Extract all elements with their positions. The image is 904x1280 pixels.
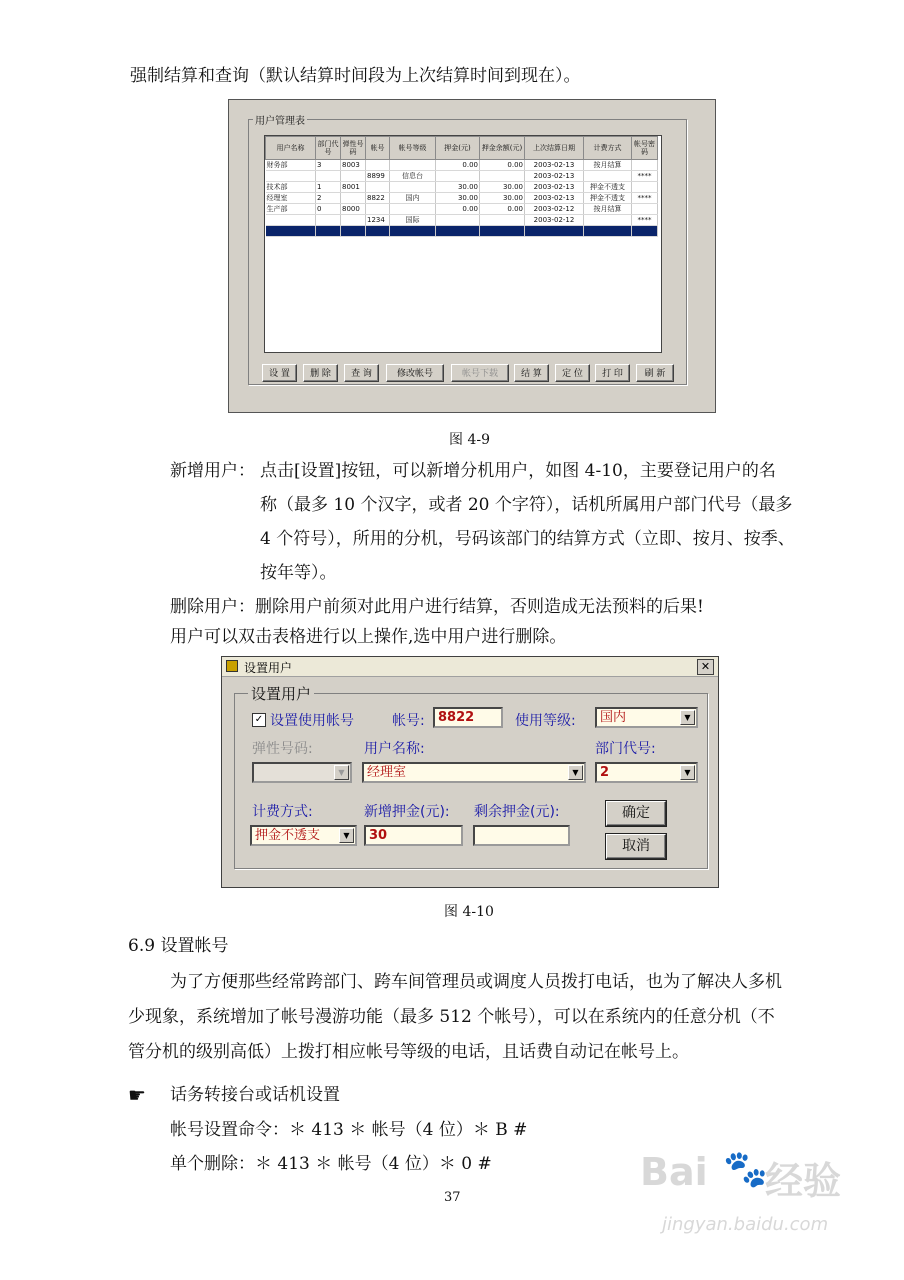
ok-button[interactable]: 确定: [606, 801, 666, 826]
dept-code-value: 2: [600, 765, 610, 780]
table-row[interactable]: [266, 160, 658, 171]
username-value: 经理室: [367, 765, 407, 780]
double-click-line: 用户可以双击表格进行以上操作,选中用户进行删除。: [170, 627, 567, 647]
table-cell[interactable]: 30.00: [436, 182, 480, 193]
table-cell[interactable]: 押金不透支: [584, 182, 632, 193]
frame-title: 设置用户: [248, 683, 314, 704]
user-table[interactable]: [264, 135, 662, 353]
table-cell[interactable]: [366, 226, 390, 237]
dept-code-label: 部门代号:: [595, 741, 656, 757]
bullet-title: 话务转接台或话机设置: [170, 1085, 340, 1105]
table-row[interactable]: [266, 171, 658, 182]
level-select[interactable]: [595, 707, 698, 728]
table-cell[interactable]: 信息台: [390, 171, 436, 182]
table-cell[interactable]: [366, 204, 390, 215]
column-header[interactable]: 弹性号码: [341, 137, 366, 160]
table-cell[interactable]: [436, 215, 480, 226]
delete-button[interactable]: 删 除: [303, 364, 338, 382]
chevron-down-icon[interactable]: ▼: [339, 828, 354, 843]
user-management-window: [228, 99, 716, 413]
set-button[interactable]: 设 置: [262, 364, 297, 382]
chevron-down-icon: ▼: [334, 765, 349, 780]
table-cell[interactable]: 国内: [390, 193, 436, 204]
use-account-checkbox[interactable]: ✓: [252, 713, 266, 727]
table-row[interactable]: [266, 204, 658, 215]
table-cell[interactable]: 0: [316, 204, 341, 215]
table-cell[interactable]: 2003-02-12: [525, 204, 584, 215]
print-button[interactable]: 打 印: [595, 364, 630, 382]
table-cell[interactable]: 按月结算: [584, 204, 632, 215]
column-header[interactable]: 帐号密码: [632, 137, 658, 160]
table-cell[interactable]: 30.00: [480, 193, 525, 204]
table-cell[interactable]: [480, 171, 525, 182]
table-cell[interactable]: [584, 171, 632, 182]
column-header[interactable]: 押金(元): [436, 137, 480, 160]
new-deposit-input[interactable]: 30: [364, 825, 463, 846]
table-header: [266, 137, 658, 160]
level-label: 使用等级:: [515, 713, 576, 729]
account-input[interactable]: 8822: [433, 707, 503, 728]
add-user-label: 新增用户：: [170, 461, 255, 481]
column-header[interactable]: 帐号等级: [390, 137, 436, 160]
add-user-line-3: 4 个符号），所用的分机，号码该部门的结算方式（立即、按月、按季、: [260, 529, 795, 549]
table-cell[interactable]: [390, 160, 436, 171]
table-cell[interactable]: [316, 171, 341, 182]
table-cell[interactable]: 按月结算: [584, 160, 632, 171]
add-user-line-1: 点击[设置]按钮，可以新增分机用户，如图 4-10，主要登记用户的名: [260, 461, 776, 481]
table-cell[interactable]: [525, 226, 584, 237]
table-cell[interactable]: [316, 226, 341, 237]
table-cell[interactable]: 技术部: [266, 182, 316, 193]
table-cell[interactable]: [632, 160, 658, 171]
billing-method-label: 计费方式:: [252, 804, 313, 820]
baidu-jingyan-watermark: [640, 1150, 890, 1250]
flex-number-label: 弹性号码:: [252, 741, 313, 757]
table-cell[interactable]: [341, 215, 366, 226]
table-cell[interactable]: 2003-02-12: [525, 215, 584, 226]
user-table-grid[interactable]: [265, 136, 658, 237]
app-icon: [226, 660, 238, 672]
table-cell[interactable]: [436, 226, 480, 237]
single-delete-command: 单个删除：＊ 413 ＊ 帐号（4 位）＊ 0 #: [170, 1154, 492, 1174]
section-heading: 6.9 设置帐号: [128, 936, 229, 956]
table-cell[interactable]: [341, 226, 366, 237]
close-icon[interactable]: ✕: [697, 659, 714, 675]
table-cell[interactable]: 8001: [341, 182, 366, 193]
column-header[interactable]: 上次结算日期: [525, 137, 584, 160]
pointing-hand-icon: ☛: [128, 1083, 146, 1107]
delete-user-line: 删除用户：删除用户前须对此用户进行结算，否则造成无法预料的后果!: [170, 597, 704, 617]
table-cell[interactable]: [632, 204, 658, 215]
paw-icon: 🐾: [723, 1149, 768, 1190]
table-cell[interactable]: 生产部: [266, 204, 316, 215]
table-cell[interactable]: ****: [632, 193, 658, 204]
cancel-button[interactable]: 取消: [606, 834, 666, 859]
account-label: 帐号:: [392, 713, 425, 729]
table-cell[interactable]: 0.00: [480, 160, 525, 171]
table-cell[interactable]: 2003-02-13: [525, 160, 584, 171]
add-user-line-4: 按年等）。: [260, 563, 337, 583]
settle-button[interactable]: 结 算: [514, 364, 549, 382]
table-cell[interactable]: [480, 215, 525, 226]
billing-method-value: 押金不透支: [255, 828, 321, 843]
section-para-line-1: 为了方便那些经常跨部门、跨车间管理员或调度人员拨打电话，也为了解决人多机: [170, 972, 782, 992]
remaining-deposit-label: 剩余押金(元):: [474, 804, 560, 820]
table-cell[interactable]: [390, 182, 436, 193]
table-cell[interactable]: 8822: [366, 193, 390, 204]
table-cell[interactable]: 30.00: [480, 182, 525, 193]
table-cell[interactable]: 30.00: [436, 193, 480, 204]
watermark-logo-left: Bai: [640, 1150, 708, 1194]
table-row[interactable]: [266, 182, 658, 193]
table-cell[interactable]: ****: [632, 215, 658, 226]
query-button[interactable]: 查 询: [344, 364, 379, 382]
table-cell[interactable]: [632, 226, 658, 237]
table-cell[interactable]: 3: [316, 160, 341, 171]
group-title: 用户管理表: [253, 112, 307, 127]
table-cell[interactable]: [584, 226, 632, 237]
section-para-line-3: 管分机的级别高低）上拨打相应帐号等级的电话，且话费自动记在帐号上。: [128, 1042, 689, 1062]
table-cell[interactable]: [266, 215, 316, 226]
chevron-down-icon[interactable]: ▼: [680, 765, 695, 780]
table-cell[interactable]: 1: [316, 182, 341, 193]
chevron-down-icon[interactable]: ▼: [568, 765, 583, 780]
table-cell[interactable]: 8003: [341, 160, 366, 171]
table-cell[interactable]: 2003-02-13: [525, 182, 584, 193]
column-header[interactable]: 部门代号: [316, 137, 341, 160]
figure-caption-4-10: 图 4-10: [444, 904, 494, 920]
dialog-title-bar: [222, 657, 718, 677]
new-deposit-label: 新增押金(元):: [364, 804, 450, 820]
flex-number-select: [252, 762, 352, 783]
page-number: 37: [444, 1190, 461, 1205]
column-header[interactable]: 押金余额(元): [480, 137, 525, 160]
table-cell[interactable]: 0.00: [436, 204, 480, 215]
table-cell[interactable]: 8000: [341, 204, 366, 215]
table-cell[interactable]: 财务部: [266, 160, 316, 171]
table-cell[interactable]: 0.00: [436, 160, 480, 171]
table-row[interactable]: [266, 215, 658, 226]
column-header[interactable]: 用户名称: [266, 137, 316, 160]
set-user-dialog: [221, 656, 719, 888]
use-account-label: 设置使用帐号: [270, 713, 354, 729]
level-value: 国内: [600, 710, 627, 725]
table-cell[interactable]: 2003-02-13: [525, 193, 584, 204]
billing-method-select[interactable]: [250, 825, 357, 846]
table-cell[interactable]: 押金不透支: [584, 193, 632, 204]
table-cell[interactable]: [341, 193, 366, 204]
intro-line: 强制结算和查询（默认结算时间段为上次结算时间到现在）。: [130, 66, 581, 86]
account-download-button[interactable]: 帐号下载: [451, 364, 509, 382]
refresh-button[interactable]: 刷 新: [636, 364, 674, 382]
username-select[interactable]: [362, 762, 586, 783]
column-header[interactable]: 帐号: [366, 137, 390, 160]
table-cell[interactable]: [341, 171, 366, 182]
table-cell[interactable]: 经理室: [266, 193, 316, 204]
username-label: 用户名称:: [364, 741, 425, 757]
figure-caption-4-9: 图 4-9: [449, 432, 490, 448]
add-user-line-2: 称（最多 10 个汉字，或者 20 个字符），话机所属用户部门代号（最多: [260, 495, 793, 515]
table-cell[interactable]: [266, 226, 316, 237]
table-cell[interactable]: [436, 171, 480, 182]
chevron-down-icon[interactable]: ▼: [680, 710, 695, 725]
table-cell[interactable]: 国际: [390, 215, 436, 226]
section-para-line-2: 少现象，系统增加了帐号漫游功能（最多 512 个帐号），可以在系统内的任意分机（不: [128, 1007, 775, 1027]
dialog-title: 设置用户: [244, 661, 293, 675]
table-cell[interactable]: [480, 226, 525, 237]
watermark-url: jingyan.baidu.com: [662, 1214, 829, 1235]
table-cell[interactable]: [366, 160, 390, 171]
account-set-command: 帐号设置命令：＊ 413 ＊ 帐号（4 位）＊ B #: [170, 1120, 528, 1140]
table-cell[interactable]: 2: [316, 193, 341, 204]
table-cell[interactable]: [316, 215, 341, 226]
selected-row[interactable]: [266, 226, 658, 237]
table-cell[interactable]: [390, 204, 436, 215]
table-cell[interactable]: 1234: [366, 215, 390, 226]
column-header[interactable]: 计费方式: [584, 137, 632, 160]
dept-code-select[interactable]: [595, 762, 698, 783]
table-cell[interactable]: 2003-02-13: [525, 171, 584, 182]
modify-account-button[interactable]: 修改帐号: [386, 364, 444, 382]
table-cell[interactable]: [390, 226, 436, 237]
table-cell[interactable]: [366, 182, 390, 193]
table-cell[interactable]: 0.00: [480, 204, 525, 215]
remaining-deposit-input[interactable]: [473, 825, 570, 846]
table-cell[interactable]: [584, 215, 632, 226]
table-cell[interactable]: [632, 182, 658, 193]
table-cell[interactable]: 8899: [366, 171, 390, 182]
table-row[interactable]: [266, 193, 658, 204]
table-cell[interactable]: [266, 171, 316, 182]
watermark-logo-right: 经验: [765, 1159, 842, 1203]
locate-button[interactable]: 定 位: [555, 364, 590, 382]
table-cell[interactable]: ****: [632, 171, 658, 182]
